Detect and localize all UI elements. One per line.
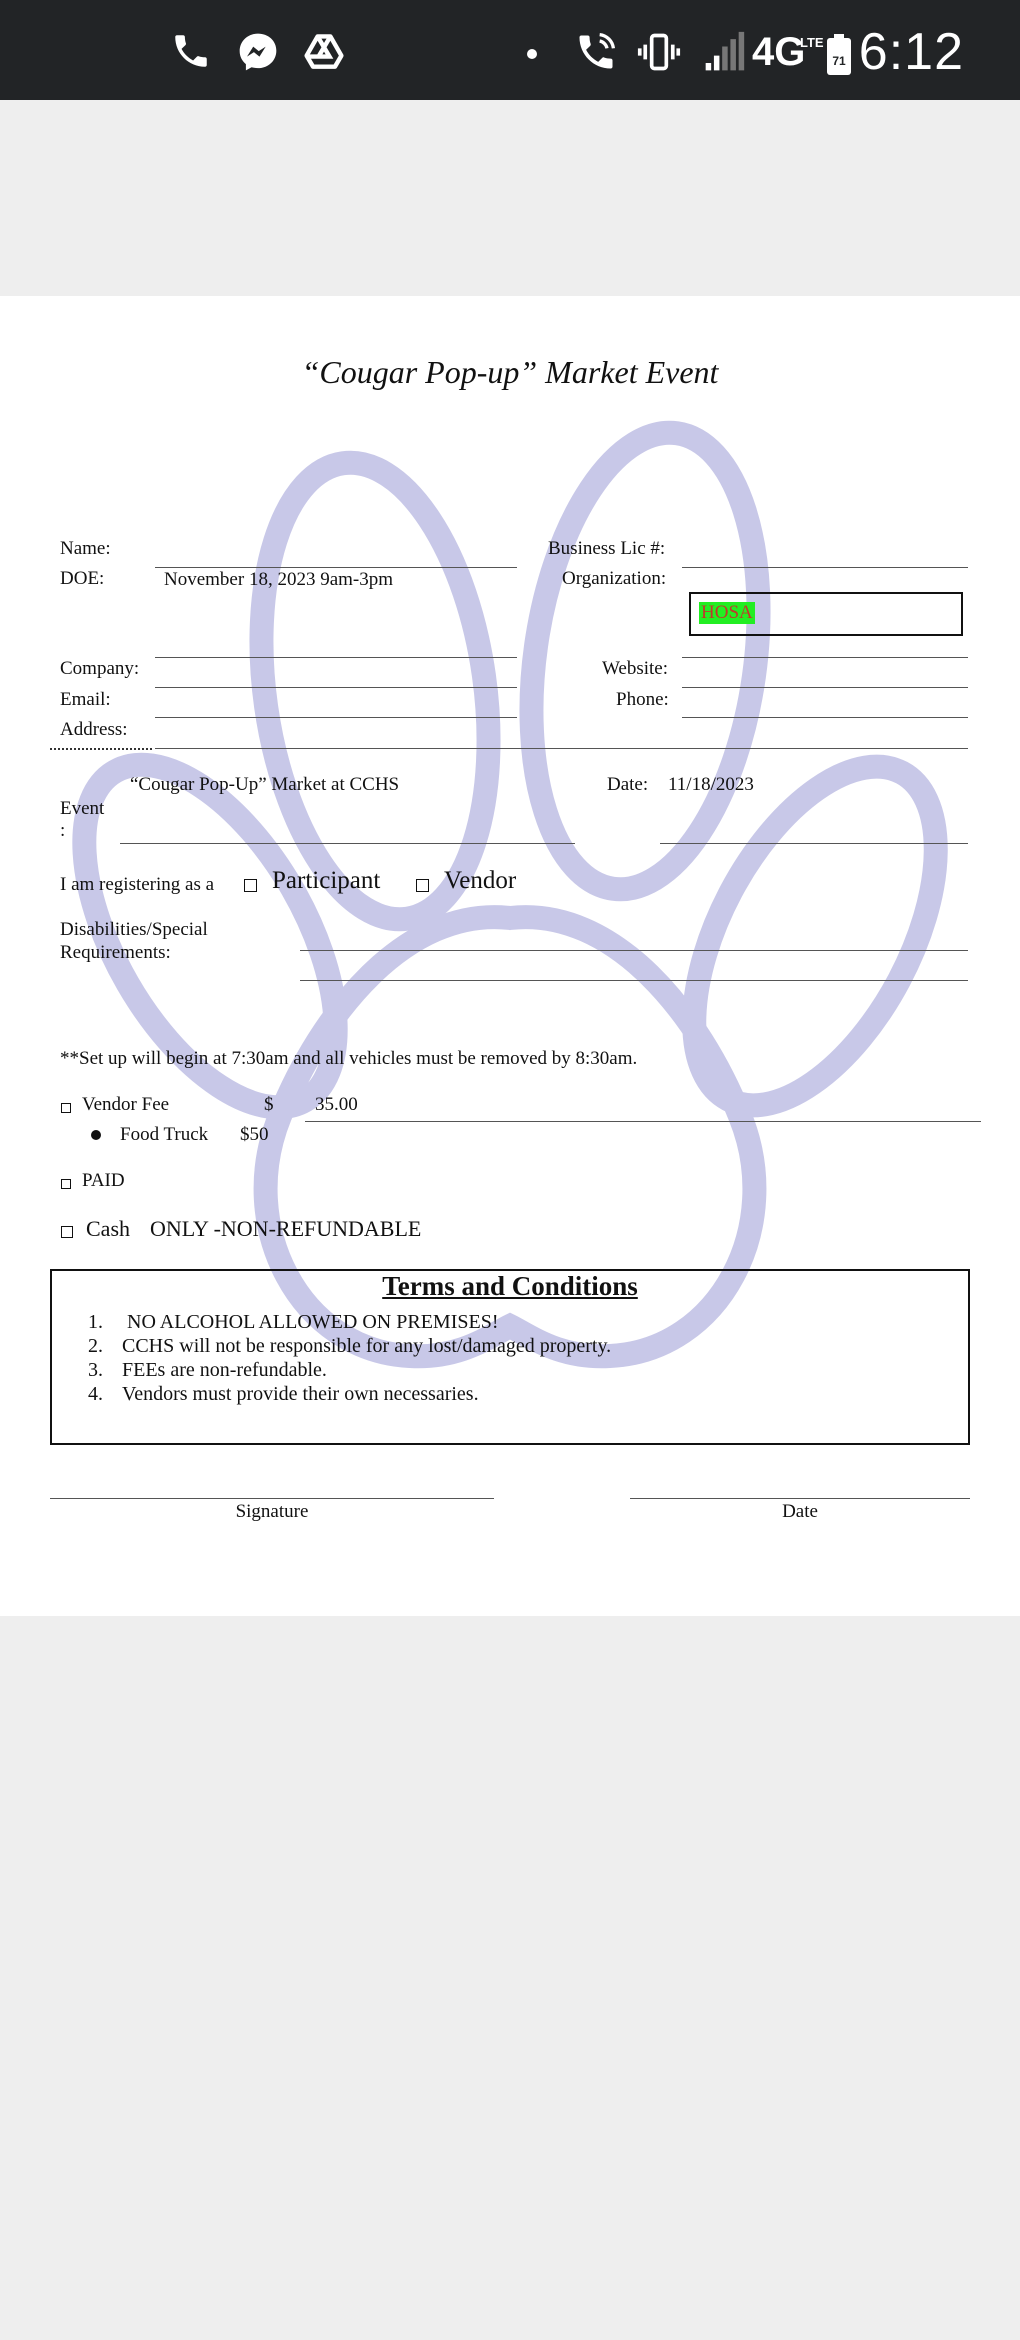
terms-title: Terms and Conditions [382,1271,638,1301]
cash-note: ONLY -NON-REFUNDABLE [150,1216,422,1241]
signature-field[interactable] [50,1498,494,1499]
email-underline [155,717,517,718]
messenger-icon[interactable] [236,30,280,74]
business-lic-label: Business Lic #: [548,538,666,559]
vendor-option[interactable]: Vendor [444,867,517,894]
paid-checkbox[interactable] [61,1179,71,1189]
date-label: Date: [607,774,649,795]
food-truck-label: Food Truck [120,1124,209,1145]
date-field[interactable] [660,843,968,844]
drive-icon[interactable] [302,30,346,74]
vendor-fee-currency: $ [264,1094,274,1115]
food-truck-amount: $50 [240,1124,269,1145]
website-field[interactable] [682,657,968,658]
event-label: Event [60,798,105,819]
event-field[interactable] [120,843,575,844]
email-label: Email: [60,689,111,710]
status-bar [0,0,1020,100]
address-field[interactable] [155,748,968,749]
phone-underline [682,717,968,718]
network-type: 4G [752,30,806,74]
battery-level: 71 [832,54,846,68]
vendor-fee-amount: 35.00 [315,1094,358,1115]
wifi-calling-icon [574,30,618,74]
requirements-field[interactable] [300,980,968,981]
event-value: “Cougar Pop-Up” Market at CCHS [130,774,400,795]
business-lic-field[interactable] [682,567,968,568]
sign-date-field[interactable] [630,1498,970,1499]
disabilities-label: Disabilities/Special [60,919,208,940]
dot-icon [526,48,538,60]
date-value: 11/18/2023 [668,774,754,795]
phone-icon[interactable] [170,30,212,72]
vibrate-icon [636,30,682,74]
vendor-fee-checkbox[interactable] [61,1103,71,1113]
email-field[interactable] [155,687,517,688]
network-subtype: LTE [800,35,824,50]
signature-label: Signature [235,1501,309,1522]
participant-checkbox[interactable] [244,879,257,892]
website-label: Website: [602,658,669,679]
paid-label: PAID [82,1170,125,1191]
cash-label: Cash [86,1216,130,1241]
phone-label: Phone: [616,689,669,710]
name-field[interactable] [155,567,517,568]
participant-option[interactable]: Participant [272,867,381,894]
event-label-colon: : [60,820,66,841]
vendor-fee-label: Vendor Fee [82,1094,170,1115]
term-item: 1. NO ALCOHOL ALLOWED ON PREMISES! [88,1311,499,1333]
address-label: Address: [60,719,128,740]
doe-label: DOE: [60,568,105,589]
registering-label: I am registering as a [60,874,215,895]
doe-value: November 18, 2023 9am-3pm [164,569,394,590]
vendor-fee-field[interactable] [305,1121,981,1122]
vendor-checkbox[interactable] [416,879,429,892]
company-field[interactable] [155,657,517,658]
term-item: 2. CCHS will not be responsible for any lost/damaged property. [88,1335,612,1357]
terms-box [50,1269,970,1445]
signal-icon [702,30,746,74]
bullet-icon [91,1130,101,1140]
setup-note: **Set up will begin at 7:30am and all vehicles must be removed by 8:30am. [60,1048,638,1069]
clock: 6:12 [858,23,964,81]
organization-value: HOSA [701,602,753,623]
phone-field[interactable] [682,687,968,688]
address-dotted-rule [50,748,152,750]
term-item: 3. FEEs are non-refundable. [88,1359,327,1381]
term-item: 4. Vendors must provide their own necessaries. [88,1383,479,1405]
disabilities-field[interactable] [300,950,968,951]
form-title: “Cougar Pop-up” Market Event [301,354,719,390]
requirements-label: Requirements: [60,942,171,963]
cash-checkbox[interactable] [61,1226,73,1238]
organization-label: Organization: [562,568,667,589]
name-label: Name: [60,538,111,559]
sign-date-label: Date [782,1501,818,1522]
organization-field[interactable] [689,592,963,636]
company-label: Company: [60,658,140,679]
document-page [0,296,1020,1616]
